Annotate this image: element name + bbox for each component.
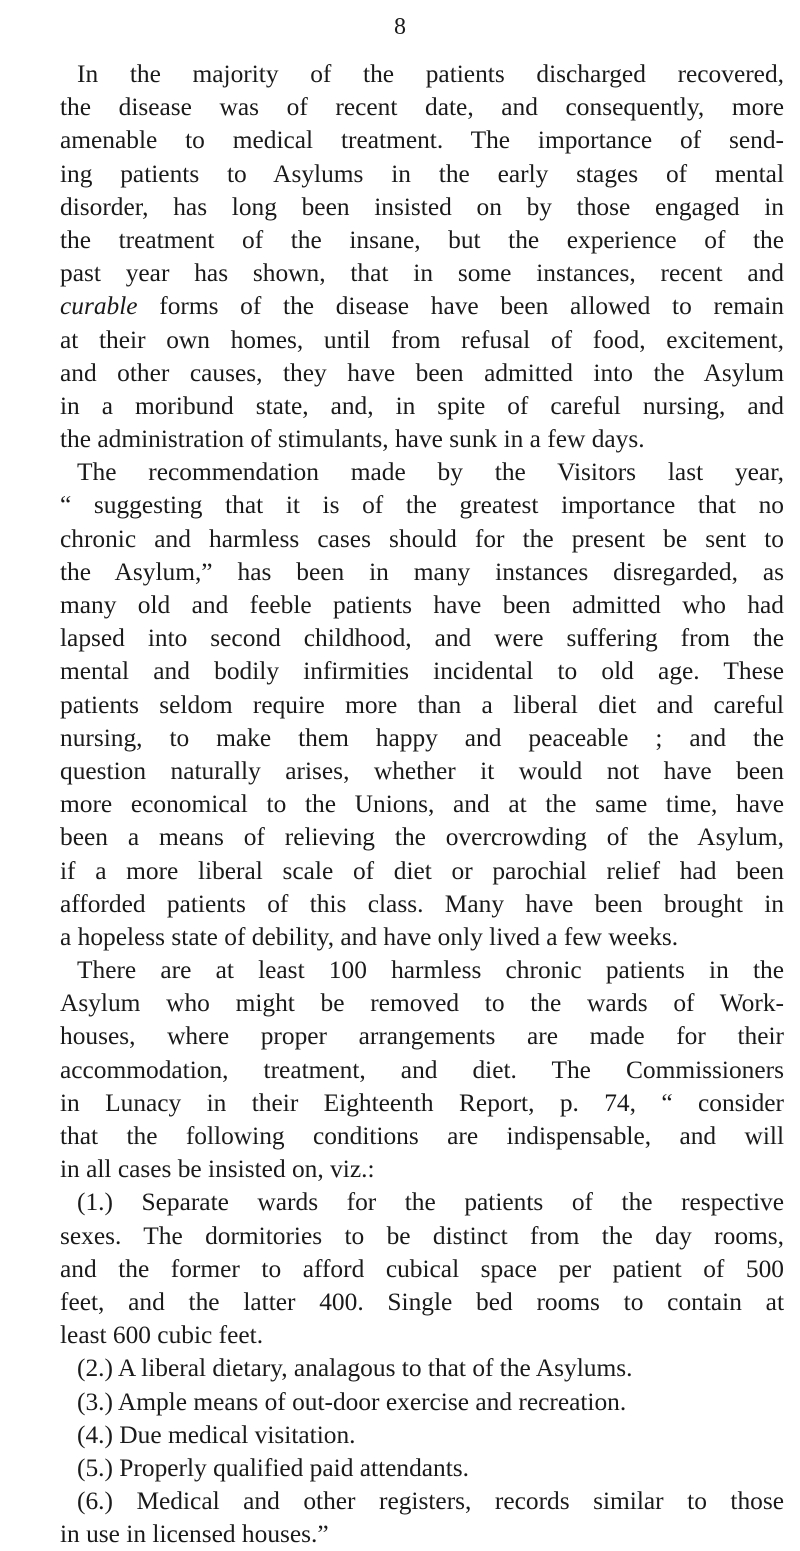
page-number: 8 xyxy=(394,14,406,40)
text-line: accommodation, treatment, and diet. The Commissioners xyxy=(60,1055,784,1084)
text-line: The recommendation made by the Visitors last year, xyxy=(77,458,784,487)
text-line: the disease was of recent date, and consequently, more xyxy=(60,93,784,122)
text-line: a hopeless state of debility, and have only lived a few weeks. xyxy=(60,922,679,951)
text-line: (2.) A liberal dietary, analagous to that of the Asylums. xyxy=(77,1354,633,1383)
text-line: and other causes, they have been admitted into the Asylum xyxy=(60,358,784,387)
text-line: the Asylum,” has been in many instances disregarded, as xyxy=(60,557,784,586)
text-line: in all cases be insisted on, viz.: xyxy=(60,1155,375,1184)
text-line: the treatment of the insane, but the experience of the xyxy=(60,225,784,254)
text-line: mental and bodily infirmities incidental to old age. These xyxy=(60,657,784,686)
text-line: “ suggesting that it is of the greatest importance that no xyxy=(60,491,784,520)
text-line: at their own homes, until from refusal of food, excitement, xyxy=(60,325,784,354)
text-line: (6.) Medical and other registers, records similar to those xyxy=(77,1487,784,1516)
text-line: least 600 cubic feet. xyxy=(60,1321,264,1350)
text-line: afforded patients of this class. Many have been brought in xyxy=(60,889,784,918)
text-line: amenable to medical treatment. The importance of send- xyxy=(60,126,784,155)
text-line: disorder, has long been insisted on by those engaged in xyxy=(60,192,784,221)
text-line: There are at least 100 harmless chronic patients in the xyxy=(77,956,784,985)
text-line: if a more liberal scale of diet or parochial relief had been xyxy=(60,856,784,885)
text-line: question naturally arises, whether it would not have been xyxy=(60,756,784,785)
text-line: (5.) Properly qualified paid attendants. xyxy=(77,1453,470,1482)
text-line: in use in licensed houses.” xyxy=(60,1520,329,1549)
italic-word: curable xyxy=(60,292,138,321)
text-line: (4.) Due medical visitation. xyxy=(77,1420,356,1449)
text-line: in a moribund state, and, in spite of careful nursing, and xyxy=(60,391,784,420)
text-line: lapsed into second childhood, and were suffering from the xyxy=(60,624,784,653)
text-line: feet, and the latter 400. Single bed rooms to contain at xyxy=(60,1287,784,1316)
text-line: curable forms of the disease have been allowed to remain xyxy=(60,292,784,321)
text-line: past year has shown, that in some instances, recent and xyxy=(60,259,784,288)
text-line: more economical to the Unions, and at the same time, have xyxy=(60,790,784,819)
text-line: and the former to afford cubical space per patient of 500 xyxy=(60,1254,784,1283)
text-line: houses, where proper arrangements are made for their xyxy=(60,1022,784,1051)
body-text xyxy=(60,58,784,1551)
text-line: chronic and harmless cases should for the present be sent to xyxy=(60,524,784,553)
text-line: the administration of stimulants, have sunk in a few days. xyxy=(60,425,645,454)
text-line: ing patients to Asylums in the early stages of mental xyxy=(60,159,784,188)
text-line: In the majority of the patients discharged recovered, xyxy=(77,60,784,88)
text-line: sexes. The dormitories to be distinct from the day rooms, xyxy=(60,1221,784,1250)
text-line: that the following conditions are indispensable, and will xyxy=(60,1122,784,1150)
text-line: (1.) Separate wards for the patients of the respective xyxy=(77,1188,784,1217)
text-line: (3.) Ample means of out-door exercise and recreation. xyxy=(77,1387,627,1416)
text-line: many old and feeble patients have been admitted who had xyxy=(60,591,784,619)
text-line: Asylum who might be removed to the wards of Work- xyxy=(60,989,784,1018)
text-line: nursing, to make them happy and peaceable ; and the xyxy=(60,723,784,752)
text-line: patients seldom require more than a liberal diet and careful xyxy=(60,690,784,719)
text-line: been a means of relieving the overcrowding of the Asylum, xyxy=(60,823,784,852)
text-line: in Lunacy in their Eighteenth Report, p. 74, “ consider xyxy=(60,1088,784,1117)
